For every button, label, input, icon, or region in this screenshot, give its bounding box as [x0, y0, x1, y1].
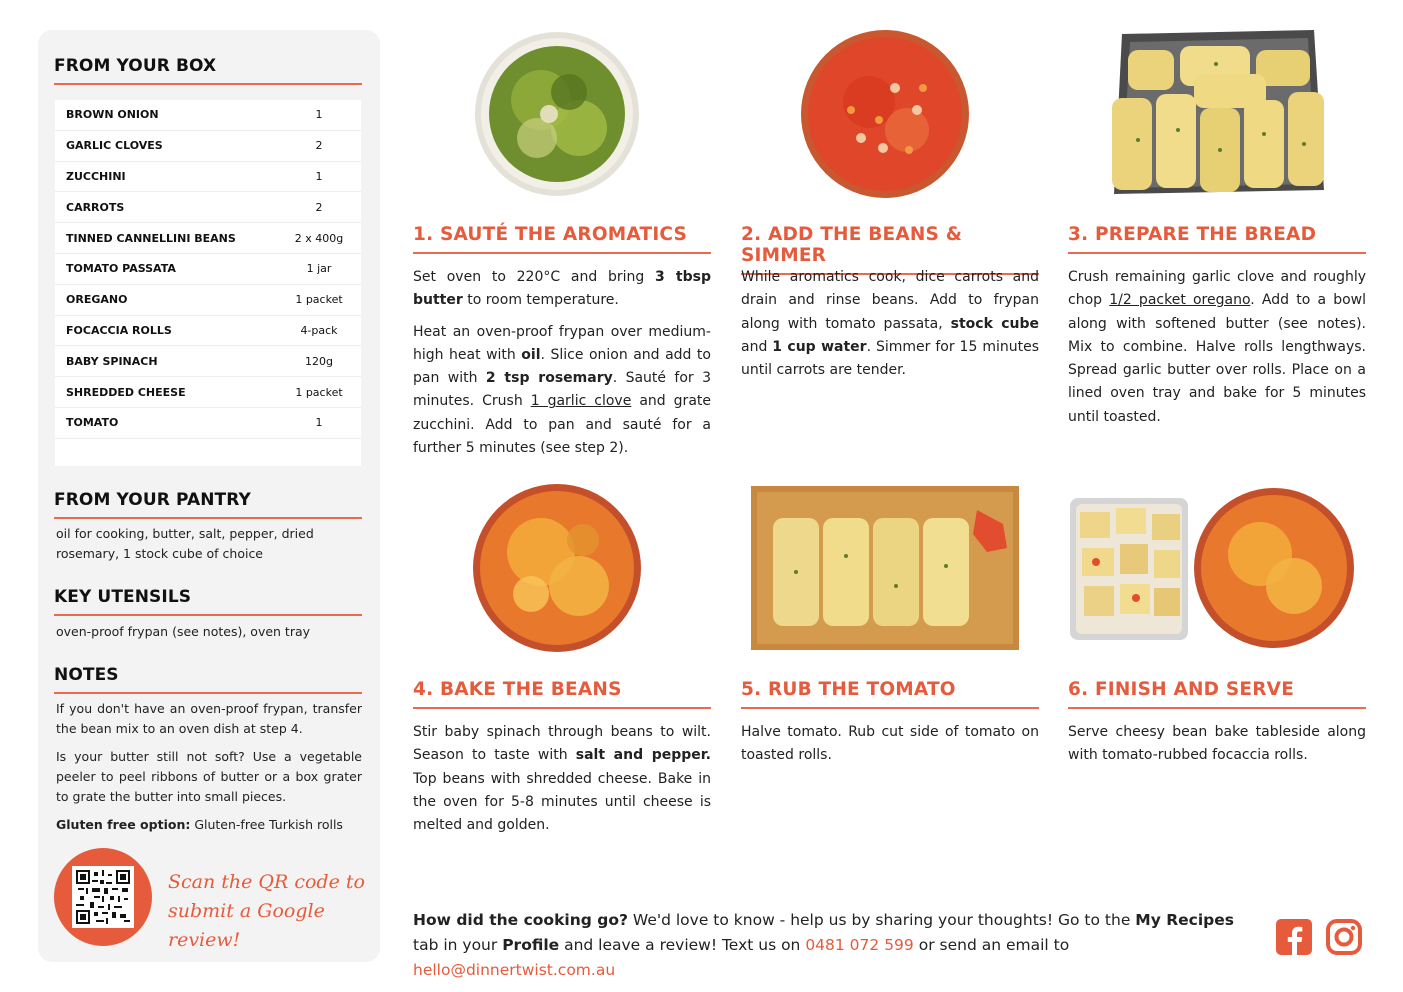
feedback-footer: How did the cooking go? We'd love to know - help us by sharing your thoughts! Go to the My Recipes tab in your Profile and leave a review! Text us on 0481 072 599 or send an email to hello@dinnertwist.com.au [413, 911, 1234, 979]
my-recipes-link[interactable]: My Recipes [1135, 911, 1234, 929]
step2-photo [799, 30, 971, 198]
ingredient-name: SHREDDED CHEESE [66, 385, 186, 399]
pantry-text: oil for cooking, butter, salt, pepper, dried rosemary, 1 stock cube of choice [56, 526, 314, 561]
ingredient-qty: 1 packet [295, 293, 343, 307]
note-1: If you don't have an oven-proof frypan, transfer the bean mix to an oven dish at step 4. [56, 701, 362, 736]
ingredient-name: ZUCCHINI [66, 169, 126, 183]
step1-body: Set oven to 220°C and bring 3 tbsp butter to room temperature. Heat an oven-proof frypan over medium-high heat with oil. Slice onion and add to pan with 2 tsp rosemary. Sauté for 3 minutes. Crush 1 garlic clove and grate zucchini. Add to pan and sauté for a further 5 minutes (see step 2). [413, 269, 711, 457]
profile-link[interactable]: Profile [502, 936, 560, 954]
step3-photo [1108, 30, 1328, 198]
phone-link[interactable]: 0481 072 599 [805, 936, 914, 954]
ingredient-name: GARLIC CLOVES [66, 139, 163, 153]
ingredient-name: FOCACCIA ROLLS [66, 323, 172, 337]
step5-photo [751, 486, 1019, 650]
ingredient-qty: 4-pack [300, 323, 338, 337]
ingredient-qty: 1 jar [306, 262, 332, 276]
instagram-icon[interactable] [1325, 918, 1363, 956]
qr-badge [54, 848, 152, 946]
qr-caption-line1: Scan the QR code to [168, 871, 365, 893]
ingredient-qty: 1 packet [295, 385, 343, 399]
ingredients-table [55, 100, 361, 466]
step5-title: 5. RUB THE TOMATO [741, 679, 1039, 709]
facebook-icon[interactable] [1275, 918, 1313, 956]
from-your-pantry-heading: FROM YOUR PANTRY [54, 490, 362, 519]
ingredient-qty: 1 [315, 169, 323, 183]
ingredient-row [55, 408, 361, 439]
ingredient-row [55, 254, 361, 285]
email-link[interactable]: hello@dinnertwist.com.au [413, 961, 616, 979]
note-2: Is your butter still not soft? Use a vegetable peeler to peel ribbons of butter or a box grater to grate the butter into small pieces. [56, 749, 362, 804]
ingredient-row [55, 346, 361, 377]
step1-photo [471, 30, 643, 198]
ingredient-row [55, 316, 361, 347]
ingredient-row [55, 131, 361, 162]
ingredient-row [55, 285, 361, 316]
ingredient-name: OREGANO [66, 293, 128, 307]
step4-title: 4. BAKE THE BEANS [413, 679, 711, 709]
footer-question: How did the cooking go? [413, 911, 628, 929]
ingredient-name: BABY SPINACH [66, 354, 158, 368]
key-utensils-heading: KEY UTENSILS [54, 587, 362, 616]
utensils-text: oven-proof frypan (see notes), oven tray [56, 624, 311, 639]
step1-title: 1. SAUTÉ THE AROMATICS [413, 224, 711, 254]
ingredient-qty: 2 x 400g [294, 231, 344, 245]
step6-body: Serve cheesy bean bake tableside along with tomato-rubbed focaccia rolls. [1068, 724, 1366, 764]
step3-body: Crush remaining garlic clove and roughly chop 1/2 packet oregano. Add to a bowl along with softened butter (see notes). Mix to combine. Halve rolls lengthways. Spread garlic butter over rolls. Place on a lined oven tray and bake for 5 minutes until toasted. [1068, 269, 1366, 425]
qr-caption-line2: submit a Google review! [168, 900, 325, 951]
step2-body: While aromatics cook, dice carrots and drain and rinse beans. Add to frypan along with tomato passata, stock cube and 1 cup water. Simmer for 15 minutes until carrots are tender. [741, 269, 1039, 379]
ingredient-name: BROWN ONION [66, 108, 159, 122]
gluten-free-note [56, 815, 362, 835]
ingredient-name: CARROTS [66, 200, 125, 214]
ingredient-row [55, 192, 361, 223]
ingredient-qty: 2 [315, 139, 323, 153]
step4-photo [471, 484, 643, 652]
step6-photo [1066, 488, 1356, 652]
step5-body: Halve tomato. Rub cut side of tomato on toasted rolls. [741, 724, 1039, 764]
notes-text [56, 699, 362, 843]
ingredient-row [55, 162, 361, 193]
gluten-free-text: Gluten-free Turkish rolls [190, 817, 343, 832]
qr-code-icon[interactable] [72, 866, 134, 928]
ingredient-name: TOMATO PASSATA [66, 262, 176, 276]
step2-title: 2. ADD THE BEANS & SIMMER [741, 224, 1039, 275]
step4-body: Stir baby spinach through beans to wilt. Season to taste with salt and pepper. Top beans with shredded cheese. Bake in the oven for 5-8 minutes until cheese is melted and golden. [413, 724, 711, 834]
gluten-free-label: Gluten free option: [56, 817, 191, 832]
ingredient-qty: 2 [315, 200, 323, 214]
ingredient-row [55, 223, 361, 254]
ingredient-name: TINNED CANNELLINI BEANS [66, 231, 236, 245]
step3-title: 3. PREPARE THE BREAD [1068, 224, 1366, 254]
step6-title: 6. FINISH AND SERVE [1068, 679, 1366, 709]
ingredient-row [55, 100, 361, 131]
ingredients-sidebar [38, 30, 380, 962]
ingredient-qty: 120g [305, 354, 333, 368]
qr-caption [168, 868, 368, 955]
notes-heading: NOTES [54, 665, 362, 694]
from-your-box-heading: FROM YOUR BOX [54, 56, 362, 85]
ingredient-row [55, 377, 361, 408]
ingredient-qty: 1 [315, 416, 323, 430]
ingredient-qty: 1 [315, 108, 323, 122]
ingredient-name: TOMATO [66, 416, 119, 430]
